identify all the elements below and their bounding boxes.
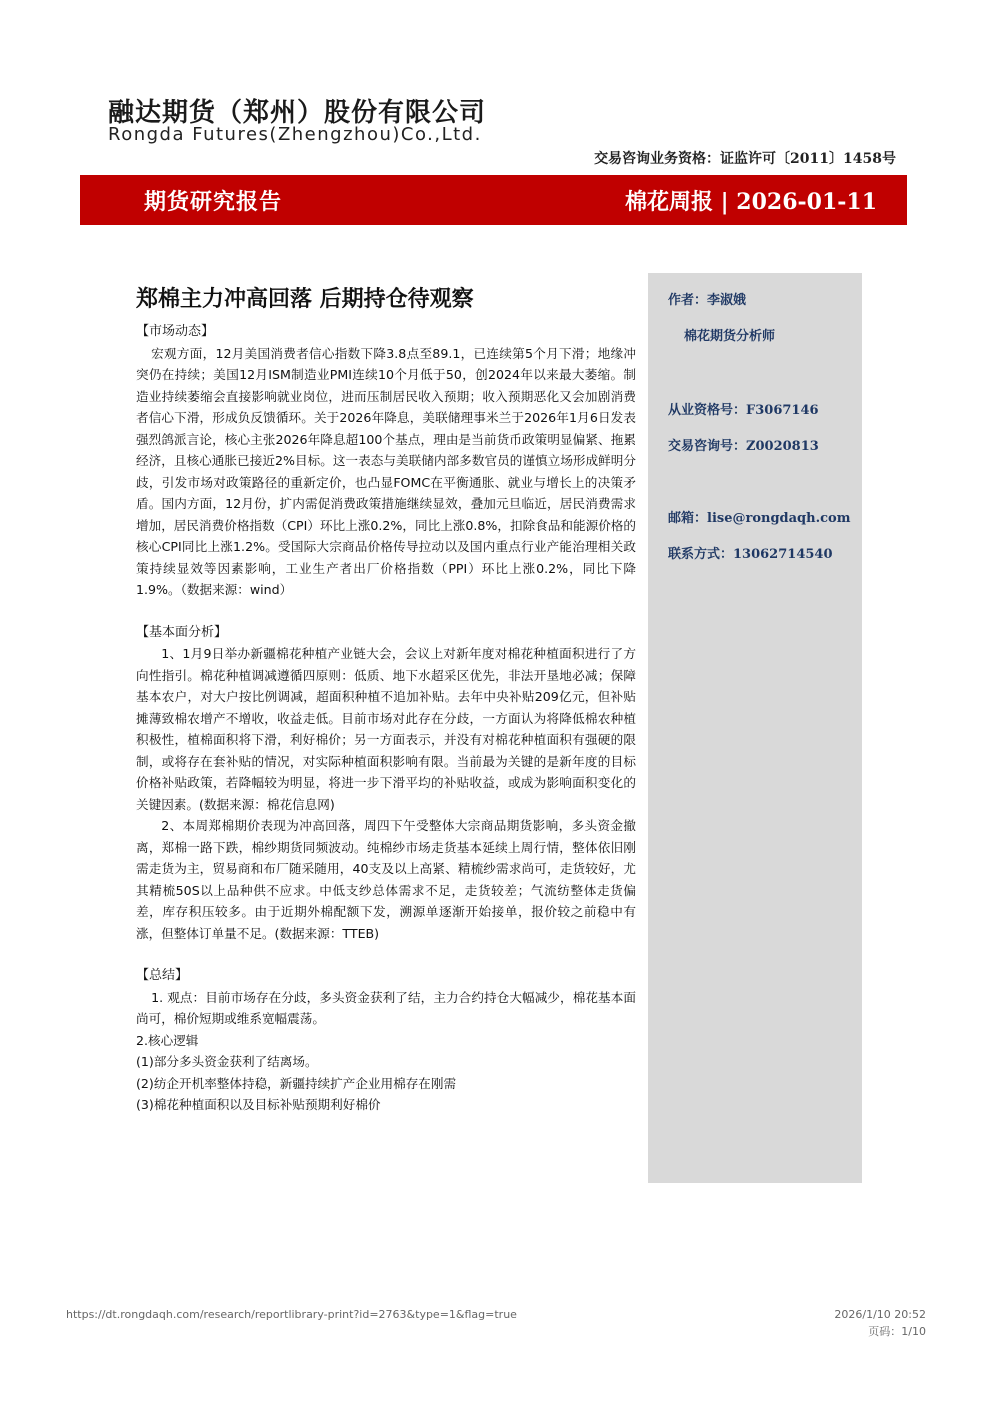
summary-heading: 【总结】 <box>136 968 189 983</box>
summary-logic-2: (2)纺企开机率整体持稳，新疆持续扩产企业用棉存在刚需 <box>136 1075 457 1091</box>
author-phone: 联系方式：13062714540 <box>668 547 833 562</box>
report-title: 郑棉主力冲高回落 后期持仓待观察 <box>136 287 474 312</box>
fundamental-paragraph-2: 2、本周郑棉期价表现为冲高回落，周四下午受整体大宗商品期货影响，多头资金撤离，郑棉一路下跌，棉纱期货同频波动。纯棉纱市场走货基本延续上周行情，整体依旧刚需走货为主，贸易商和布厂随采随用，40支及以上高紧、精梳纱需求尚可，走货较好，尤其精梳50S以上品种供不应求。中低支纱总体需求不足，走货较差；气流纺整体走货偏差，库存积压较多。由于近期外棉配额下发，溯源单逐渐开始接单，报价较之前稳中有涨，但整体订单量不足。(数据来源：TTEB) <box>136 818 636 941</box>
footer-url: https://dt.rongdaqh.com/research/reportlibrary-print?id=2763&type=1&flag=true <box>66 1308 517 1321</box>
summary-logic-1: (1)部分多头资金获利了结离场。 <box>136 1054 318 1069</box>
company-name-en: Rongda Futures(Zhengzhou)Co.,Ltd. <box>108 124 482 145</box>
report-body <box>136 282 636 1116</box>
summary-logic-heading: 2.核心逻辑 <box>136 1032 199 1048</box>
author-email: 邮箱：lise@rongdaqh.com <box>668 511 851 526</box>
banner-report-title-date: 棉花周报 | 2026-01-11 <box>624 189 877 215</box>
fundamental-heading: 【基本面分析】 <box>136 624 228 640</box>
summary-logic-3: (3)棉花种植面积以及目标补贴预期利好棉价 <box>136 1097 381 1112</box>
consult-number: 交易咨询号：Z0020813 <box>668 439 819 454</box>
company-name-cn: 融达期货（郑州）股份有限公司 <box>108 98 487 128</box>
footer-page-number: 页码：1/10 <box>868 1325 926 1338</box>
qualification-text: 交易咨询业务资格：证监许可〔2011〕1458号 <box>594 151 896 167</box>
author-sidebar <box>648 273 862 1183</box>
market-paragraph: 宏观方面，12月美国消费者信心指数下降3.8点至89.1，已连续第5个月下滑；地缘冲突仍在持续；美国12月ISM制造业PMI连续10个月低于50，创2024年以来最大萎缩。制造业持续萎缩会直接影响就业岗位，进而压制居民收入预期；收入预期恶化又会加剧消费者信心下滑，形成负反馈循环。关于2026年降息，美联储理事米兰于2026年1月6日发表强烈鸽派言论，核心主张2026年降息超100个基点，理由是当前货币政策明显偏紧、拖累经济，且核心通胀已接近2%目标。这一表态与美联储内部多数官员的谨慎立场形成鲜明分歧，引发市场对政策路径的重新定价，也凸显FOMC在平衡通胀、就业与增长上的决策矛盾。国内方面，12月份，扩内需促消费政策措施继续显效，叠加元旦临近，居民消费需求增加，居民消费价格指数（CPI）环比上涨0.2%，同比上涨0.8%，扣除食品和能源价格的核心CPI同比上涨1.2%。受国际大宗商品价格传导拉动以及国内重点行业产能治理相关政策持续显效等因素影响，工业生产者出厂价格指数（PPI）环比上涨0.2%，同比下降1.9%。（数据来源：wind） <box>136 345 636 597</box>
author-name: 作者：李淑娥 <box>668 293 747 308</box>
author-role: 棉花期货分析师 <box>684 329 776 344</box>
summary-viewpoint: 1. 观点：目前市场存在分歧，多头资金获利了结，主力合约持仓大幅减少，棉花基本面尚可，棉价短期或维系宽幅震荡。 <box>136 989 636 1026</box>
footer-timestamp: 2026/1/10 20:52 <box>834 1308 926 1321</box>
fundamental-paragraph-1: 1、1月9日举办新疆棉花种植产业链大会，会议上对新年度对棉花种植面积进行了方向性指引。棉花种植调减遵循四原则：低质、地下水超采区优先，非法开垦地必减；保障基本农户，对大户按比例调减，超面积种植不追加补贴。去年中央补贴209亿元，但补贴摊薄致棉农增产不增收，收益走低。目前市场对此存在分歧，一方面认为将降低棉农种植积极性，植棉面积将下滑，利好棉价；另一方面表示，并没有对棉花种植面积有强硬的限制，或将存在套补贴的情况，对实际种植面积影响有限。当前最为关键的是新年度的目标价格补贴政策，若降幅较为明显，将进一步下滑平均的补贴收益，或成为影响面积变化的关键因素。(数据来源：棉花信息网) <box>136 646 636 812</box>
banner-report-type: 期货研究报告 <box>144 189 283 215</box>
license-number: 从业资格号：F3067146 <box>668 403 819 418</box>
market-heading: 【市场动态】 <box>136 324 215 339</box>
report-banner <box>80 175 907 225</box>
